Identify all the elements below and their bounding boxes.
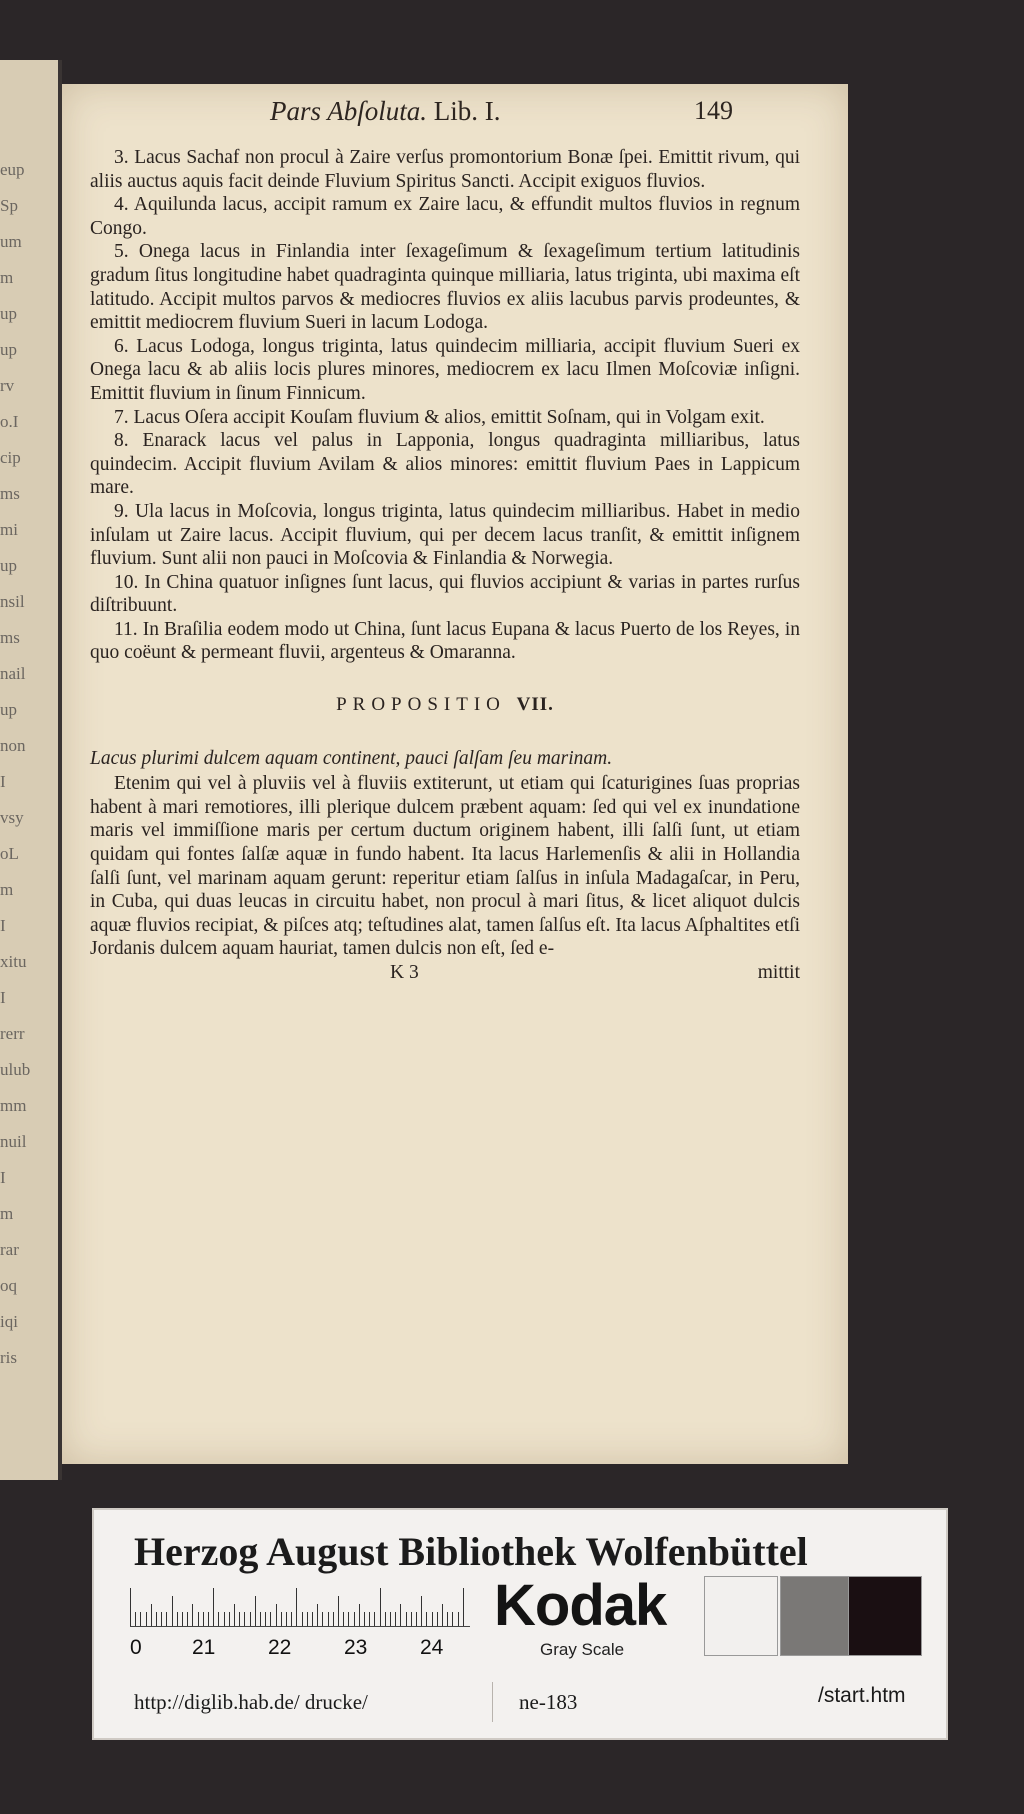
shelfmark: ne-183 — [519, 1690, 578, 1714]
ruler-tick — [400, 1604, 401, 1626]
ruler-tick — [270, 1612, 271, 1626]
paragraph: 7. Lacus Oſera accipit Kouſam fluvium & alios, emittit Soſnam, qui in Volgam exit. — [114, 406, 765, 428]
ruler-number: 24 — [420, 1636, 444, 1659]
gray-scale-label: Gray Scale — [540, 1640, 625, 1659]
proposition-numeral: VII. — [516, 694, 554, 716]
ruler-tick — [317, 1604, 318, 1626]
paragraph: 6. Lacus Lodoga, longus triginta, latus quindecim milliaria, accipit fluvium Sueri ex Onega lacu & ab aliis locis plures minores, mediocrem ex lacu Ilmen Moſcoviæ inſigni. Emittit fluvium in ſinum Finnicum. — [90, 335, 800, 404]
ruler-tick — [374, 1612, 375, 1626]
ruler-tick — [322, 1612, 323, 1626]
facing-page-fragment: I — [0, 988, 6, 1007]
facing-page-fragment: up — [0, 304, 17, 323]
ruler-tick — [135, 1612, 136, 1626]
ruler-tick — [458, 1612, 459, 1626]
ruler-tick — [416, 1612, 417, 1626]
facing-page-fragment: oq — [0, 1276, 17, 1295]
facing-page-fragment: eup — [0, 160, 25, 179]
page-footer — [90, 961, 800, 985]
ruler-tick — [208, 1612, 209, 1626]
source-url: http://diglib.hab.de/ drucke/ — [134, 1690, 368, 1714]
ruler-number: 0 — [130, 1636, 142, 1659]
ruler-tick — [452, 1612, 453, 1626]
ruler-tick — [343, 1612, 344, 1626]
facing-page-fragment: oL — [0, 844, 19, 863]
start-path: /start.htm — [818, 1684, 906, 1707]
facing-page-fragment: m — [0, 268, 14, 287]
ruler-tick — [385, 1612, 386, 1626]
facing-page-fragment: rv — [0, 376, 15, 395]
kodak-logo: Kodak — [494, 1573, 667, 1638]
swatch-white — [704, 1576, 778, 1656]
ruler-tick — [161, 1612, 162, 1626]
proposition-text: Etenim qui vel à pluviis vel à fluviis extiterunt, ut etiam qui ſcaturigines ſuas proprias habent à mari remotiores, illi plerique dulcem præbent aquam: ſed qui vel ex inundatione maris vel immiſſione maris per certum ductum originem habent, illi ſalſi ſunt, ut etiam quidam qui fontes ſalſæ aquæ in fundo habent. Ita lacus Harlemenſis & alii in Hollandia ſalſi ſunt, vel marinam aquam gerunt: reperitur etiam ſalſus in inſula Madagaſcar, in Peru, in Cuba, qui duas leucas in circuitu habet, non procul à mari ſitus, & licet aliquot dulcis aquæ fluvios recipiat, & piſces atq; teſtudines alat, tamen ſalſus eſt. Ita lacus Aſphaltites etſi Jordanis dulcem aquam hauriat, tamen dulcis non eſt, ſed e- — [90, 773, 800, 960]
ruler-tick — [187, 1612, 188, 1626]
ruler-tick — [296, 1588, 297, 1626]
ruler-tick — [166, 1612, 167, 1626]
swatch-gray — [780, 1576, 854, 1656]
ruler-tick — [302, 1612, 303, 1626]
ruler-tick — [380, 1588, 381, 1626]
facing-page-fragment: um — [0, 232, 22, 251]
facing-page-fragment: I — [0, 772, 6, 791]
running-title — [270, 96, 501, 127]
page-body — [90, 146, 800, 985]
catchword: mittit — [757, 962, 800, 983]
ruler-tick — [364, 1612, 365, 1626]
ruler-tick — [255, 1596, 256, 1626]
facing-page-fragment: non — [0, 736, 26, 755]
swatch-black — [848, 1576, 922, 1656]
facing-page-fragment: mi — [0, 520, 18, 539]
facing-page-fragment: up — [0, 700, 17, 719]
ruler-tick — [286, 1612, 287, 1626]
paragraph: 3. Lacus Sachaf non procul à Zaire verſus promontorium Bonæ ſpei. Emittit rivum, qui aliis auctus aquis facit deinde Fluvium Spiritus Sancti. Accipit exiguos fluvios. — [90, 147, 800, 192]
paragraph: 9. Ula lacus in Moſcovia, longus triginta, latus quindecim milliaribus. Habet in medio inſulam ut Zaire lacus. Accipit fluvium, qui per decem lacus tranſit, & emittit inſignem fluvium. Sunt alii non pauci in Moſcovia & Finlandia & Norwegia. — [90, 500, 800, 570]
facing-page-fragment: ms — [0, 484, 20, 503]
proposition-thesis: Lacus plurimi dulcem aquam continent, pauci ſalſam ſeu marinam. — [90, 747, 613, 769]
ruler-tick — [354, 1612, 355, 1626]
book-page — [62, 84, 848, 1464]
proposition-heading — [90, 693, 800, 717]
facing-page-fragment: m — [0, 880, 14, 899]
facing-page-fragment: I — [0, 1168, 6, 1187]
ruler-tick — [333, 1612, 334, 1626]
proposition-label: PROPOSITIO — [336, 694, 506, 716]
ruler-number: 22 — [268, 1636, 292, 1659]
ruler-tick — [130, 1588, 131, 1626]
ruler-tick — [442, 1604, 443, 1626]
ruler-numbers — [130, 1636, 490, 1662]
ruler-tick — [437, 1612, 438, 1626]
ruler-tick — [307, 1612, 308, 1626]
paragraph: 8. Enarack lacus vel palus in Lapponia, longus quadraginta milliaribus, latus quindecim. Accipit fluvium Avilam & alios minores: emittit fluvium Paes in Lappicum mare. — [90, 430, 800, 499]
ruler-tick — [177, 1612, 178, 1626]
facing-page-fragment: nail — [0, 664, 26, 683]
ruler-tick — [338, 1596, 339, 1626]
ruler-number: 21 — [192, 1636, 216, 1659]
library-name: Herzog August Bibliothek Wolfenbüttel — [134, 1529, 808, 1574]
paragraph: 10. In China quatuor inſignes ſunt lacus, qui fluvios accipiunt & varias in partes rurſus diſtribuunt. — [90, 571, 800, 617]
ruler-tick — [218, 1612, 219, 1626]
facing-page-fragment: up — [0, 556, 17, 575]
ruler-tick — [432, 1612, 433, 1626]
ruler-tick — [406, 1612, 407, 1626]
running-header — [62, 96, 848, 136]
facing-page-fragment: cip — [0, 448, 21, 467]
ruler-tick — [140, 1612, 141, 1626]
facing-page-fragment: ris — [0, 1348, 17, 1367]
facing-page-edge — [0, 60, 62, 1480]
ruler-tick — [291, 1612, 292, 1626]
ruler-tick — [203, 1612, 204, 1626]
ruler-tick — [198, 1612, 199, 1626]
facing-page-fragment: iqi — [0, 1312, 18, 1331]
facing-page-fragment: Sp — [0, 196, 18, 215]
ruler-tick — [463, 1588, 464, 1626]
ruler-tick — [276, 1604, 277, 1626]
facing-page-fragment: ms — [0, 628, 20, 647]
facing-page-fragment: ulub — [0, 1060, 31, 1079]
ruler-tick — [348, 1612, 349, 1626]
facing-page-fragment: I — [0, 916, 6, 935]
ruler-tick — [421, 1596, 422, 1626]
ruler-tick — [390, 1612, 391, 1626]
ruler-tick — [182, 1612, 183, 1626]
page-number: 149 — [694, 96, 733, 125]
ruler-tick — [156, 1612, 157, 1626]
facing-page-fragment: nuil — [0, 1132, 27, 1151]
paragraph: 5. Onega lacus in Finlandia inter ſexageſimum & ſexageſimum tertium latitudinis gradum ſitus longitudine habet quadraginta quinque milliaria, latus triginta, ubi maxima eſt latitudo. Accipit multos parvos & mediocres fluvios ex aliis lacubus parvis prodeuntes, & emittit mediocrem fluvium Sueri in lacum Lodoga. — [90, 241, 800, 334]
ruler-tick — [281, 1612, 282, 1626]
ruler-number: 23 — [344, 1636, 368, 1659]
facing-page-fragment: vsy — [0, 808, 24, 827]
facing-page-fragment: mm — [0, 1096, 27, 1115]
ruler-tick — [244, 1612, 245, 1626]
signature-mark: K 3 — [390, 962, 419, 983]
book-number: Lib. I. — [433, 96, 501, 126]
facing-page-fragment: xitu — [0, 952, 27, 971]
ruler-tick — [234, 1604, 235, 1626]
ruler-tick — [250, 1612, 251, 1626]
ruler-tick — [146, 1612, 147, 1626]
ruler-tick — [447, 1612, 448, 1626]
ruler-tick — [151, 1604, 152, 1626]
facing-page-fragment: m — [0, 1204, 14, 1223]
ruler-tick — [192, 1604, 193, 1626]
ruler-tick — [172, 1596, 173, 1626]
divider — [492, 1682, 493, 1722]
paragraph: 11. In Braſilia eodem modo ut China, ſunt lacus Eupana & lacus Puerto de los Reyes, in quo coëunt & permeant fluvii, argenteus & Omaranna. — [90, 618, 800, 664]
ruler-tick — [426, 1612, 427, 1626]
running-title-text: Pars Abſoluta. — [270, 96, 428, 126]
facing-page-fragment: o.I — [0, 412, 19, 431]
color-target-card — [92, 1508, 948, 1740]
ruler-tick — [224, 1612, 225, 1626]
ruler-tick — [260, 1612, 261, 1626]
ruler-tick — [213, 1588, 214, 1626]
ruler-tick — [395, 1612, 396, 1626]
ruler-tick — [411, 1612, 412, 1626]
ruler — [130, 1586, 470, 1627]
paragraph: 4. Aquilunda lacus, accipit ramum ex Zaire lacu, & effundit multos fluvios in regnum Congo. — [90, 194, 800, 239]
ruler-tick — [229, 1612, 230, 1626]
ruler-tick — [369, 1612, 370, 1626]
ruler-tick — [312, 1612, 313, 1626]
facing-page-fragment: nsil — [0, 592, 25, 611]
facing-page-fragment: rar — [0, 1240, 19, 1259]
facing-page-fragment: up — [0, 340, 17, 359]
ruler-tick — [359, 1604, 360, 1626]
ruler-tick — [265, 1612, 266, 1626]
ruler-tick — [328, 1612, 329, 1626]
facing-page-fragment: rerr — [0, 1024, 25, 1043]
ruler-tick — [239, 1612, 240, 1626]
